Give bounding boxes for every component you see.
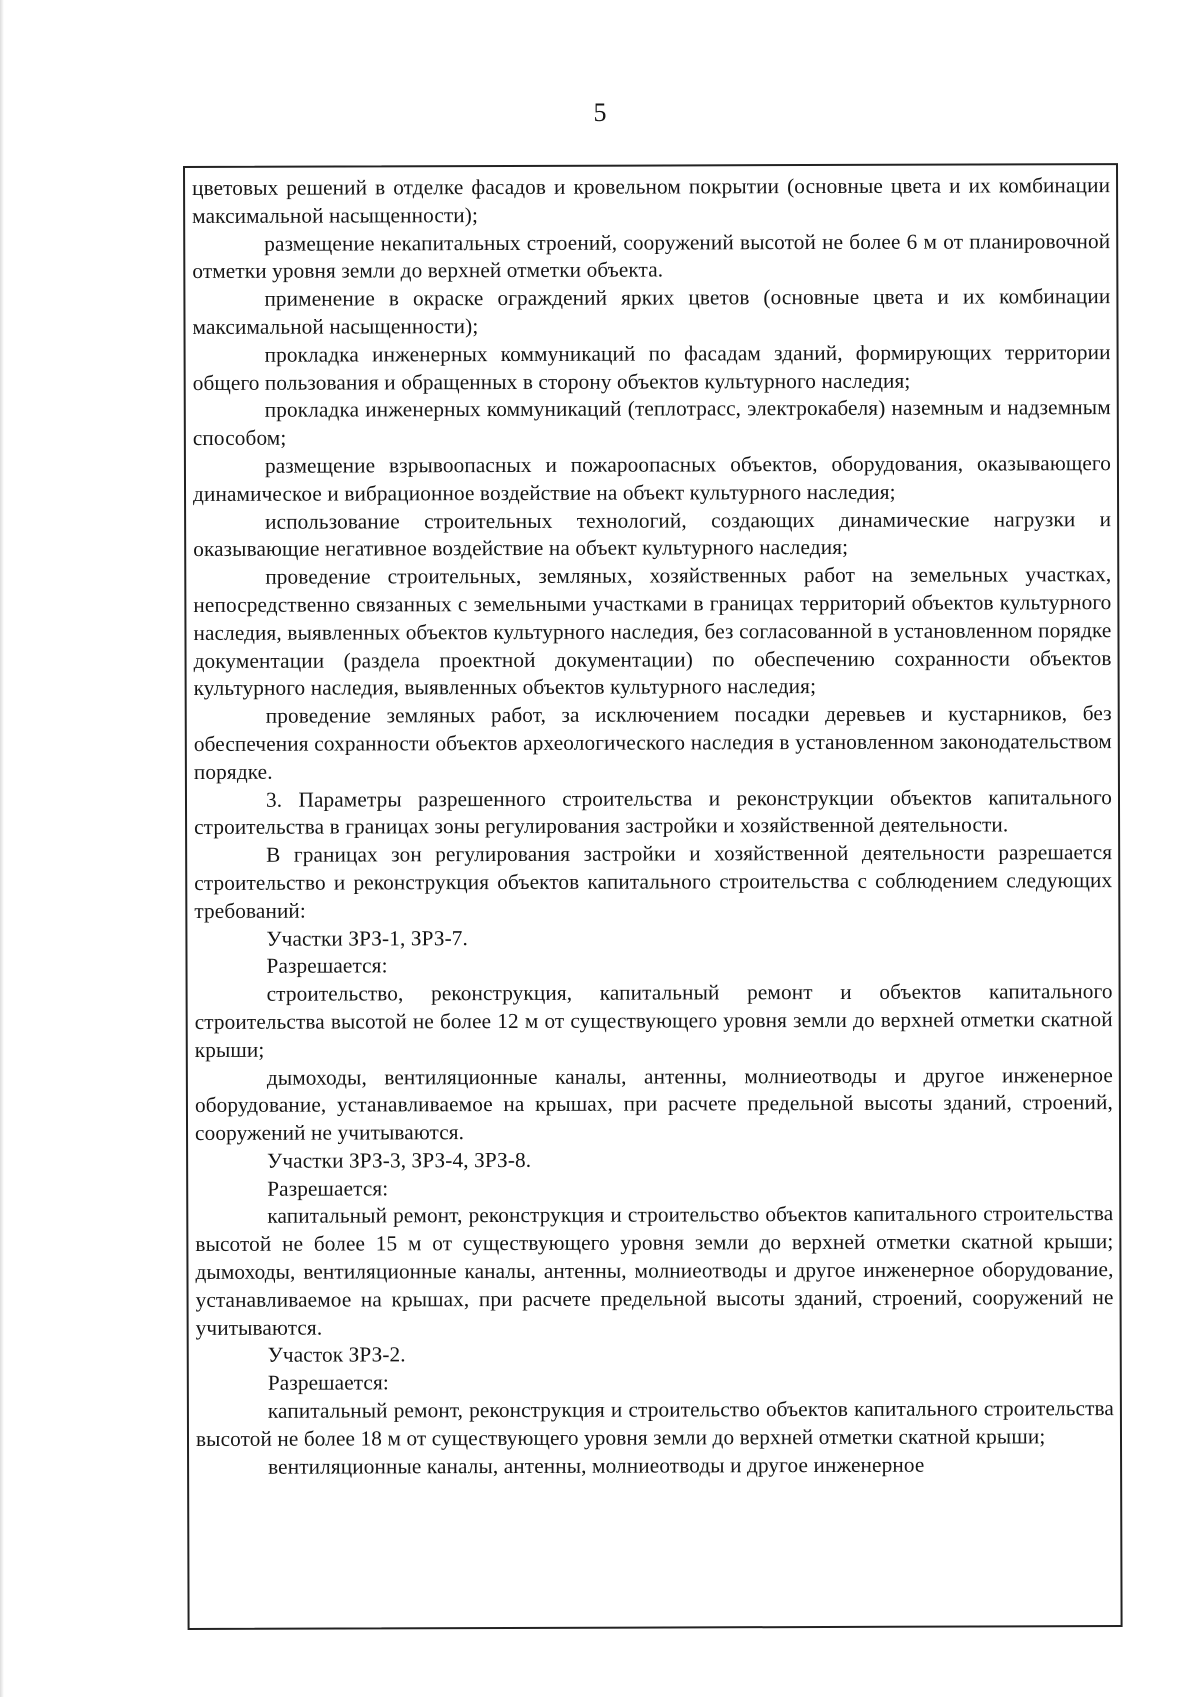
paragraph-nonpermanent-structures: размещение некапитальных строений, сооружений высотой не более 6 м от планировочной отметки уровня земли до верхней отметки объекта.: [192, 228, 1111, 284]
paragraph-dynamic-loads: использование строительных технологий, создающих динамические нагрузки и оказывающие негативное воздействие на объект культурного наследия;: [193, 506, 1112, 562]
paragraph-roof-equipment-3: вентиляционные каналы, антенны, молниеотводы и другое инженерное: [268, 1452, 925, 1479]
allowed-label: Разрешается:: [267, 1370, 389, 1396]
paragraph-roof-equipment-1: дымоходы, вентиляционные каналы, антенны, молниеотводы и другое инженерное оборудование, устанавливаемое на крышах, при расчете предельной высоты зданий, строений, сооружений не учитываются.: [194, 1062, 1113, 1146]
allowed-label: Разрешается:: [267, 1176, 389, 1201]
paragraph-construction-works: проведение строительных, земляных, хозяйственных работ на земельных участках, непосредственно связанных с земельными участками в границах территорий объектов культурного наследия, выявленных объектов культурного наследия, без согласованной в установленном порядке документации (раздела проектной документации) по обеспечению сохранности объектов культурного наследия, выявленных объектов культурного наследия;: [193, 562, 1112, 701]
section-3-heading: 3. Параметры разрешенного строительства и реконструкции объектов капитального строительства в границах зоны регулирования застройки и хозяйственной деятельности.: [194, 784, 1113, 840]
paragraph-hazardous-objects: размещение взрывоопасных и пожароопасных объектов, оборудования, оказывающего динамическое и вибрационное воздействие на объект культурного наследия;: [192, 451, 1111, 506]
paragraph-ground-utilities: прокладка инженерных коммуникаций (теплотрасс, электрокабеля) наземным и надземным способом;: [192, 395, 1111, 451]
page-number: 5: [593, 98, 607, 127]
zone-label-zrz-2: Участок ЗРЗ-2.: [267, 1342, 406, 1368]
zone-label-zrz-1-7: Участки ЗРЗ-1, ЗРЗ-7.: [266, 925, 468, 951]
paragraph-earthworks: проведение земляных работ, за исключением посадки деревьев и кустарников, без обеспечения сохранности объектов археологического наследия в установленном законодательством порядке.: [193, 701, 1112, 784]
scan-edge-shadow: [0, 0, 4, 1697]
document-frame: [183, 163, 1123, 1630]
paragraph-fence-colors: применение в окраске ограждений ярких цветов (основные цвета и их комбинации максимальной насыщенности);: [192, 284, 1111, 339]
allowed-label: Разрешается:: [266, 953, 388, 979]
paragraph-height-18m: капитальный ремонт, реконструкция и строительство объектов капитального строительства высотой не более 18 м от существующего уровня земли до верхней отметки скатной крыши;: [195, 1396, 1114, 1451]
document-body: [192, 172, 1114, 1481]
paragraph-facade-utilities: прокладка инженерных коммуникаций по фасадам зданий, формирующих территории общего пользования и обращенных в сторону объектов культурного наследия;: [192, 339, 1111, 395]
paragraph-height-12m: строительство, реконструкция, капитальный ремонт и объектов капитального строительства высотой не более 12 м от существующего уровня земли до верхней отметки скатной крыши;: [194, 979, 1113, 1062]
zone-label-zrz-3-4-8: Участки ЗРЗ-3, ЗРЗ-4, ЗРЗ-8.: [267, 1147, 532, 1173]
paragraph-height-15m: капитальный ремонт, реконструкция и строительство объектов капитального строительства высотой не более 15 м от существующего уровня земли до верхней отметки скатной крыши; дымоходы, вентиляционные каналы, антенны, молниеотводы и другое инженерное оборудование, устанавливаемое на крышах, при расчете предельной высоты зданий, строений, сооружений не учитываются.: [195, 1201, 1114, 1340]
paragraph-zone-requirements: В границах зон регулирования застройки и хозяйственной деятельности разрешается строительство и реконструкция объектов капитального строительства с соблюдением следующих требований:: [194, 840, 1113, 923]
paragraph-continuation: цветовых решений в отделке фасадов и кровельном покрытии (основные цвета и их комбинации максимальной насыщенности);: [192, 173, 1111, 228]
